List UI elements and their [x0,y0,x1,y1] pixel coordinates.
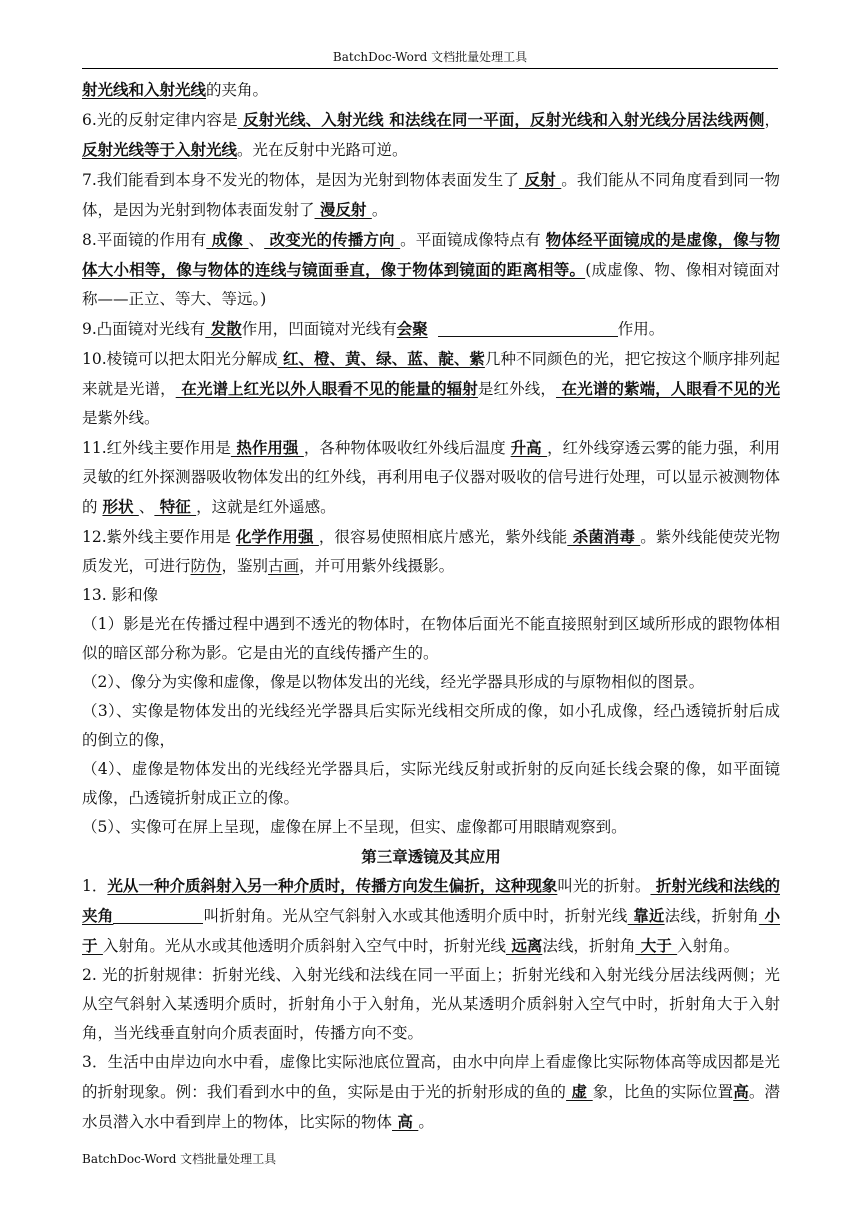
paragraph-13-item-4: （4）、虚像是物体发出的光线经光学器具后，实际光线反射或折射的反向延长线会聚的像，如平面镜成像，凸透镜折射成正立的像。 [82,760,780,807]
page-footer: BatchDoc-Word 文档批量处理工具 [82,1152,277,1166]
paragraph-7: 7.我们能看到本身不发光的物体，是因为光射到物体表面发生了 反射 。我们能从不同角度看到同一物体，是因为光射到物体表面发射了 漫反射 。 [82,170,781,219]
paragraph-8: 8.平面镜的作用有 成像 、 改变光的传播方向 。平面镜成像特点有 物体经平面镜成的是虚像，像与物体大小相等，像与物体的连线与镜面垂直，像于物体到镜面的距离相等。(成虚像、物、像相对镜面对称——正立、等大、等远。) [82,230,780,308]
chapter-item-1: 1．光从一种介质斜射入另一种介质时，传播方向发生偏折，这种现象叫光的折射。 折射光线和法线的夹角 叫折射角。光从空气斜射入水或其他透明介质中时，折射光线 靠近法线，折射角 小于 入射角。光从水或其他透明介质斜射入空气中时，折射光线 远离法线，折射角 大于 入射角。 [82,876,780,955]
paragraph-10: 10.棱镜可以把太阳光分解成 红、橙、黄、绿、蓝、靛、紫几种不同颜色的光，把它按这个顺序排列起来就是光谱， 在光谱上红光以外人眼看不见的能量的辐射是红外线， 在光谱的紫端，人眼看不见的光 是紫外线。 [82,349,780,427]
paragraph-11: 11.红外线主要作用是 热作用强 ，各种物体吸收红外线后温度 升高 ，红外线穿透云雾的能力强，利用灵敏的红外探测器吸收物体发出的红外线，再利用电子仪器对吸收的信号进行处理，可以显示被测物体的 形状 、 特征 ，这就是红外遥感。 [82,438,780,516]
paragraph-13-item-2: （2）、像分为实像和虚像，像是以物体发出的光线，经光学器具形成的与原物相似的图景。 [82,673,705,691]
paragraph-12: 12.紫外线主要作用是 化学作用强 ，很容易使照相底片感光，紫外线能 杀菌消毒 。紫外线能使荧光物质发光，可进行防伪，鉴别古画，并可用紫外线摄影。 [82,527,780,575]
paragraph-13-title: 13. 影和像 [82,586,159,604]
fill-blank [438,318,618,337]
chapter-item-3: 3．生活中由岸边向水中看，虚像比实际池底位置高，由水中向岸上看虚像比实际物体高等成因都是光的折射现象。例：我们看到水中的鱼，实际是由于光的折射形成的鱼的 虚 象，比鱼的实际位置高。潜水员潜入水中看到岸上的物体，比实际的物体 高 。 [82,1053,780,1131]
paragraph-13-item-5: （5）、实像可在屏上呈现，虚像在屏上不呈现，但实、虚像都可用眼睛观察到。 [82,818,627,836]
paragraph-13-item-1: （1）影是光在传播过程中遇到不透光的物体时，在物体后面光不能直接照射到区域所形成的跟物体相似的暗区部分称为影。它是由光的直线传播产生的。 [82,615,780,662]
chapter-item-2: 2. 光的折射规律：折射光线、入射光线和法线在同一平面上；折射光线和入射光线分居法线两侧；光从空气斜射入某透明介质时，折射角小于入射角，光从某透明介质斜射入空气中时，折射角大于入射角，当光线垂直射向介质表面时，传播方向不变。 [82,966,780,1042]
paragraph-13-item-3: （3）、实像是物体发出的光线经光学器具后实际光线相交所成的像，如小孔成像，经凸透镜折射后成的倒立的像， [82,702,780,749]
paragraph-6: 6.光的反射定律内容是 反射光线、入射光线 和法线在同一平面，反射光线和入射光线分居法线两侧，反射光线等于入射光线。光在反射中光路可逆。 [82,110,781,159]
fill-blank [113,905,203,924]
chapter-title: 第三章透镜及其应用 [361,847,501,866]
paragraph-continuation: 射光线和入射光线的夹角。 [82,80,269,99]
document-body [82,75,780,1137]
paragraph-9: 9.凸面镜对光线有 发散作用，凹面镜对光线有会聚 作用。 [82,319,665,338]
page-header: BatchDoc-Word 文档批量处理工具 [82,48,778,69]
